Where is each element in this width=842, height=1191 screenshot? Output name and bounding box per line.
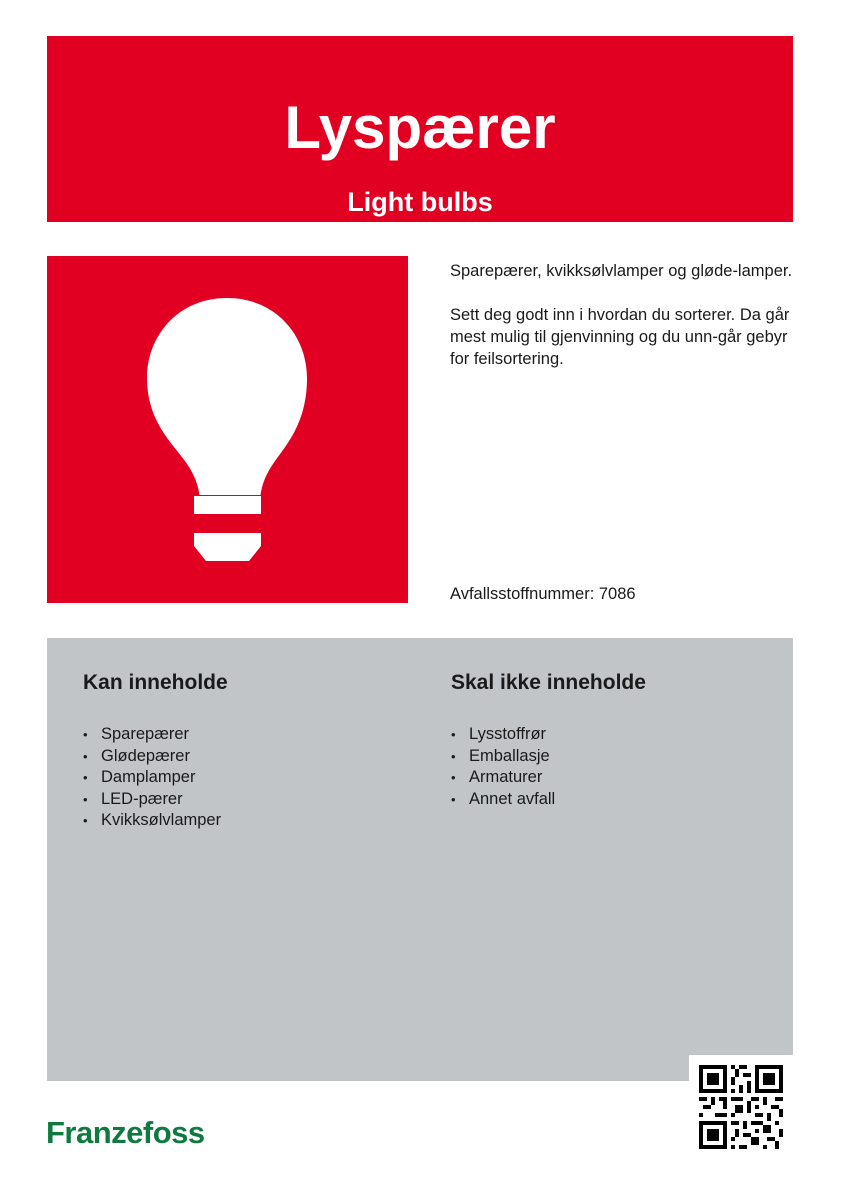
list-item: • Lysstoffrør xyxy=(451,724,646,746)
description-paragraph-2: Sett deg godt inn i hvordan du sorterer. Da går mest mulig til gjenvinning og du unn-går gebyr for feilsortering. xyxy=(450,306,790,368)
can-contain-list xyxy=(83,724,228,832)
can-contain-column xyxy=(83,670,228,832)
list-item: • Armaturer xyxy=(451,767,646,789)
qr-code-icon xyxy=(699,1065,783,1149)
description xyxy=(450,260,795,392)
list-item: • Sparepærer xyxy=(83,724,228,746)
list-item: • Glødepærer xyxy=(83,746,228,768)
qr-code[interactable] xyxy=(689,1055,793,1159)
page-subtitle: Light bulbs xyxy=(347,187,493,217)
waste-number: Avfallsstoffnummer: 7086 xyxy=(450,585,636,603)
list-item: • Damplamper xyxy=(83,767,228,789)
franzefoss-logo: Franzefoss xyxy=(46,1115,205,1150)
icon-panel xyxy=(47,256,408,603)
list-item: • Annet avfall xyxy=(451,789,646,811)
list-item: • LED-pærer xyxy=(83,789,228,811)
list-item: • Emballasje xyxy=(451,746,646,768)
cannot-contain-heading: Skal ikke inneholde xyxy=(451,671,646,694)
contents-panel xyxy=(47,638,793,1081)
description-paragraph-1: Sparepærer, kvikksølvlamper og gløde-lamper. xyxy=(450,262,793,280)
can-contain-heading: Kan inneholde xyxy=(83,671,228,694)
cannot-contain-column xyxy=(451,670,646,810)
list-item: • Kvikksølvlamper xyxy=(83,810,228,832)
page-title: Lyspærer xyxy=(284,94,556,161)
light-bulb-icon xyxy=(47,256,408,603)
cannot-contain-list xyxy=(451,724,646,810)
header-banner xyxy=(47,36,793,222)
